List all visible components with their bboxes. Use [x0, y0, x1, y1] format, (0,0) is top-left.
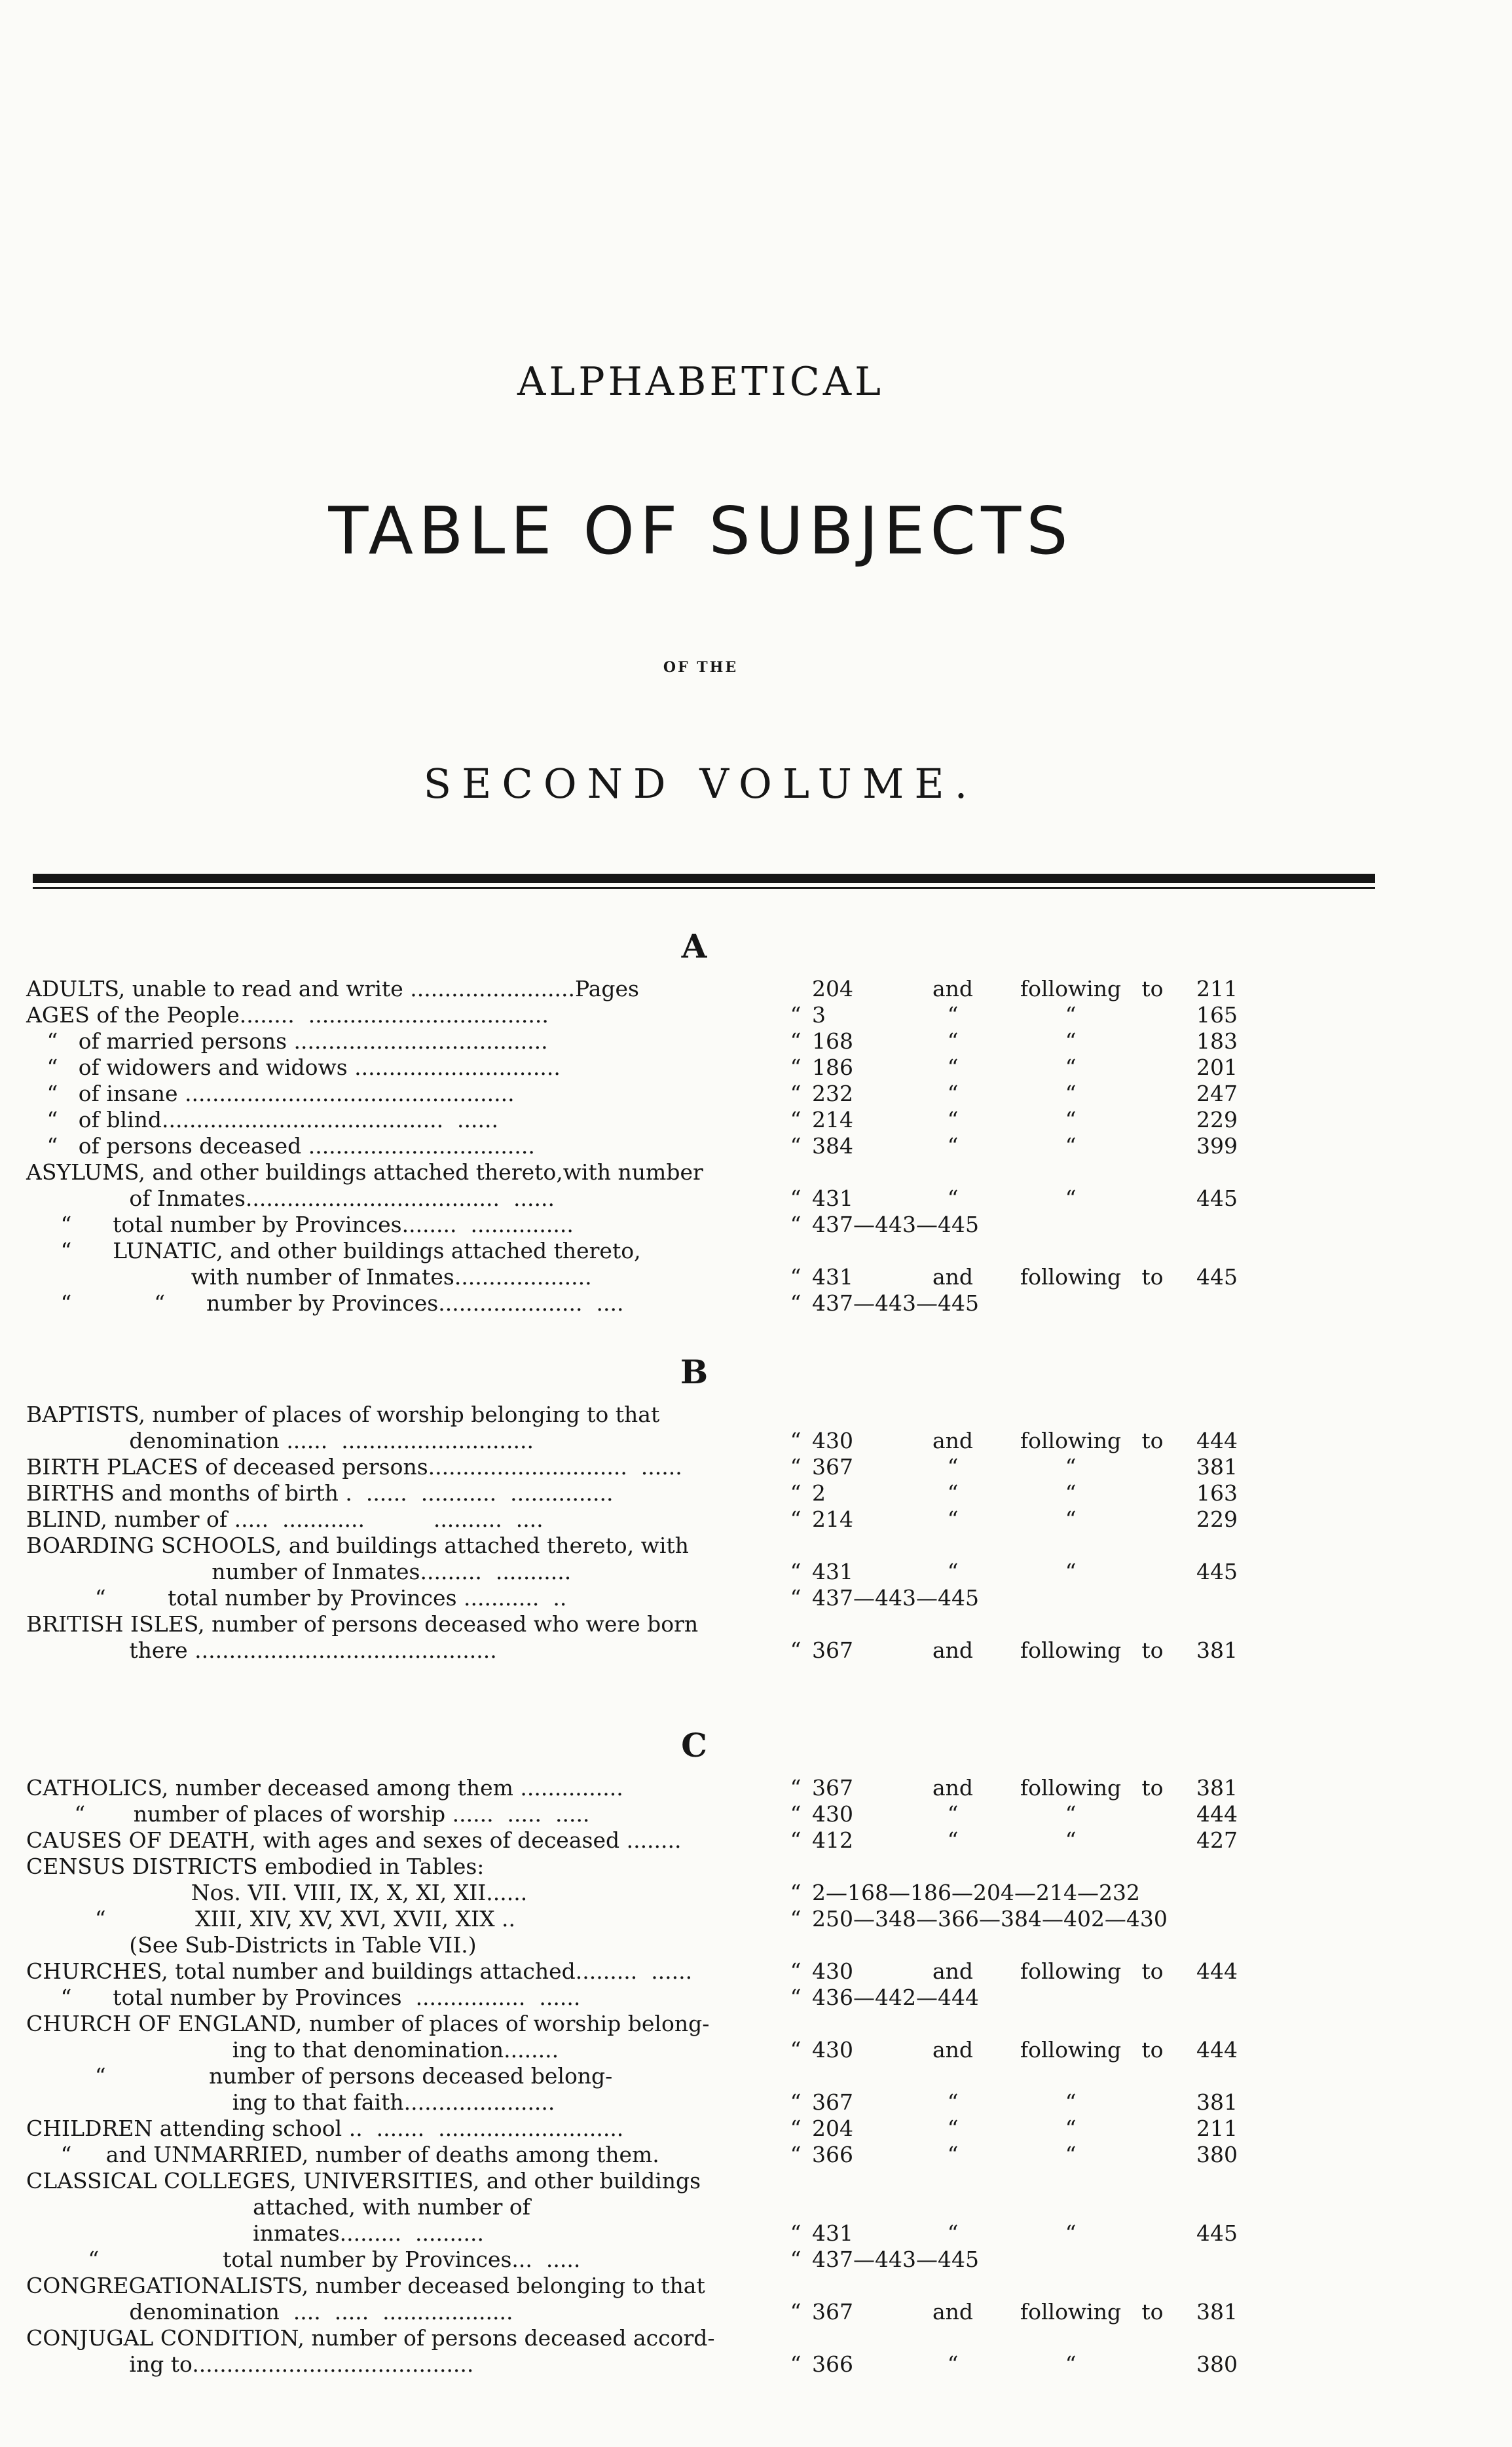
entry-subject: CHURCH OF ENGLAND, number of places of worship belong- ing to that denomination........ — [26, 2011, 710, 2063]
range-cell: “ — [1065, 1107, 1077, 1132]
entry-page: 214 — [812, 1506, 853, 1532]
index-entry — [26, 1238, 1310, 1290]
range-cell: 201 — [1196, 1055, 1238, 1080]
range-cell: and — [932, 1637, 974, 1663]
range-cell: to — [1141, 1264, 1164, 1290]
entry-subject: CHILDREN attending school .. ....... ........................... — [26, 2116, 624, 2141]
entry-subject: BIRTHS and months of birth . ...... ........... ............... — [26, 1480, 614, 1506]
range-cell: “ — [947, 1559, 959, 1584]
ditto-mark: “ — [790, 1028, 802, 1054]
range-cell: to — [1141, 976, 1164, 1001]
entry-page: 430 — [812, 2037, 853, 2063]
range-cell: to — [1141, 1637, 1164, 1663]
range-cell — [1133, 2116, 1172, 2142]
ditto-mark: “ — [790, 1081, 802, 1106]
range-cell: 381 — [1196, 1775, 1238, 1801]
range-cell: 165 — [1196, 1002, 1238, 1028]
range-cell: 399 — [1196, 1133, 1238, 1159]
range-cell: 380 — [1196, 2351, 1238, 2377]
range-cell: following — [1020, 976, 1122, 1001]
index-entry — [26, 2273, 1310, 2325]
entry-subject: CLASSICAL COLLEGES, UNIVERSITIES, and other buildings attached, with number of inmates......... .......... — [26, 2168, 701, 2246]
entry-page: 431 — [812, 1264, 853, 1290]
range-cell: and — [932, 1958, 974, 1984]
range-cell — [1133, 1480, 1172, 1506]
ditto-mark: “ — [790, 1637, 802, 1663]
entry-range — [897, 2220, 1238, 2247]
entry-range — [897, 1055, 1238, 1081]
ditto-mark: “ — [790, 1107, 802, 1132]
range-cell: 211 — [1196, 2116, 1238, 2141]
section-b — [26, 1343, 1310, 1664]
entry-subject: “ total number by Provinces ........... .. — [26, 1585, 567, 1611]
range-cell: 183 — [1196, 1028, 1238, 1054]
entry-subject: CENSUS DISTRICTS embodied in Tables: — [26, 1854, 485, 1879]
range-cell — [1133, 2089, 1172, 2116]
range-cell — [1133, 1055, 1172, 1081]
entry-range — [897, 1506, 1238, 1533]
range-cell: “ — [947, 1506, 959, 1532]
index-entry — [26, 1402, 1310, 1454]
entry-page: 431 — [812, 2220, 853, 2246]
ditto-mark: “ — [790, 1212, 802, 1237]
ditto-mark: “ — [790, 2089, 802, 2115]
ditto-mark: “ — [790, 1801, 802, 1827]
range-cell: “ — [1065, 1827, 1077, 1853]
index-entry — [26, 1055, 1310, 1081]
range-cell — [1133, 2351, 1172, 2378]
range-cell — [1133, 2220, 1172, 2247]
index-entry — [26, 1827, 1310, 1854]
range-cell: and — [932, 2037, 974, 2063]
range-cell: 381 — [1196, 1454, 1238, 1480]
entry-page: 204 — [812, 2116, 853, 2141]
range-cell: following — [1020, 2037, 1122, 2063]
index-entry — [26, 1133, 1310, 1159]
range-cell — [1133, 1081, 1172, 1107]
ditto-mark: “ — [790, 2037, 802, 2063]
index-entry — [26, 976, 1310, 1002]
ditto-mark: “ — [790, 1480, 802, 1506]
entry-range — [897, 1480, 1238, 1506]
range-cell — [1133, 1801, 1172, 1827]
range-cell: 445 — [1196, 1559, 1238, 1584]
index-entry — [26, 1932, 1310, 1958]
entry-subject: Nos. VII. VIII, IX, X, XI, XII...... — [26, 1880, 528, 1905]
entry-subject: “ of married persons ..................................... — [26, 1028, 548, 1054]
entry-range — [897, 1559, 1238, 1585]
entry-page: 431 — [812, 1186, 853, 1211]
entry-subject: CHURCHES, total number and buildings attached......... ...... — [26, 1958, 693, 1984]
index-entry — [26, 1107, 1310, 1133]
entry-page: 366 — [812, 2142, 853, 2167]
entry-range — [897, 976, 1238, 1002]
entry-page: 430 — [812, 1958, 853, 1984]
ditto-mark: “ — [790, 1506, 802, 1532]
section-c — [26, 1716, 1310, 2378]
section-letter: B — [680, 1353, 709, 1391]
ditto-mark: “ — [790, 1290, 802, 1316]
range-cell: 444 — [1196, 2037, 1238, 2063]
range-cell: “ — [1065, 1186, 1077, 1211]
range-cell: 211 — [1196, 976, 1238, 1001]
range-cell: “ — [947, 1055, 959, 1080]
range-cell — [1133, 1002, 1172, 1028]
entry-subject: ASYLUMS, and other buildings attached thereto,with number of Inmates..................................... ...... — [26, 1159, 703, 1211]
range-cell: to — [1141, 1428, 1164, 1453]
range-cell: “ — [947, 2089, 959, 2115]
range-cell — [1133, 1506, 1172, 1533]
title-of-the: OF THE — [663, 659, 739, 676]
range-cell — [1133, 1028, 1172, 1055]
section-a — [26, 917, 1310, 1317]
entry-range — [897, 1028, 1238, 1055]
range-cell: 444 — [1196, 1801, 1238, 1827]
range-cell: 445 — [1196, 2220, 1238, 2246]
entry-range — [897, 2351, 1238, 2378]
ditto-mark: “ — [790, 1775, 802, 1801]
range-cell: “ — [1065, 1028, 1077, 1054]
range-cell: 229 — [1196, 1506, 1238, 1532]
range-cell: 229 — [1196, 1107, 1238, 1132]
range-cell: and — [932, 2299, 974, 2325]
entry-subject: “ and UNMARRIED, number of deaths among them. — [26, 2142, 659, 2167]
ditto-mark: “ — [790, 2247, 802, 2272]
entry-range — [897, 2089, 1238, 2116]
entry-subject: “ number of places of worship ...... ..... ..... — [26, 1801, 590, 1827]
range-cell: “ — [1065, 1480, 1077, 1506]
range-cell: “ — [1065, 1081, 1077, 1106]
ditto-mark: “ — [790, 2220, 802, 2246]
entry-page: 436—442—444 — [812, 1985, 979, 2010]
range-cell — [1133, 1107, 1172, 1133]
index-entry — [26, 1611, 1310, 1664]
index-entry — [26, 2247, 1310, 2273]
entry-page: 168 — [812, 1028, 853, 1054]
entry-range — [897, 2299, 1238, 2325]
entry-page: 431 — [812, 1559, 853, 1584]
section-letter: A — [681, 927, 707, 965]
entry-page: 367 — [812, 1637, 853, 1663]
range-cell: and — [932, 1264, 974, 1290]
range-cell: 445 — [1196, 1264, 1238, 1290]
range-cell: “ — [1065, 2089, 1077, 2115]
range-cell: “ — [1065, 2351, 1077, 2377]
range-cell: following — [1020, 1428, 1122, 1453]
entry-range — [897, 1107, 1238, 1133]
section-letter: C — [681, 1726, 707, 1765]
entry-page: 186 — [812, 1055, 853, 1080]
range-cell: “ — [947, 1002, 959, 1028]
range-cell: 163 — [1196, 1480, 1238, 1506]
range-cell: 381 — [1196, 1637, 1238, 1663]
index-entry — [26, 1454, 1310, 1480]
range-cell: and — [932, 1428, 974, 1453]
entry-subject: (See Sub-Districts in Table VII.) — [26, 1932, 477, 1958]
range-cell: 381 — [1196, 2089, 1238, 2115]
range-cell: and — [932, 1775, 974, 1801]
index-entry — [26, 1585, 1310, 1611]
range-cell — [1133, 1827, 1172, 1854]
ditto-mark: “ — [790, 1906, 802, 1932]
entry-subject: BAPTISTS, number of places of worship belonging to that denomination ...... ............................ — [26, 1402, 660, 1453]
index-entry — [26, 1906, 1310, 1932]
range-cell: to — [1141, 2037, 1164, 2063]
entry-range — [897, 1637, 1238, 1664]
index-entry — [26, 2063, 1310, 2116]
range-cell: 247 — [1196, 1081, 1238, 1106]
entry-range — [897, 1264, 1238, 1290]
title-table-of-subjects: TABLE OF SUBJECTS — [328, 493, 1073, 569]
entry-subject: “ “ number by Provinces..................... .... — [26, 1290, 624, 1316]
range-cell — [1133, 1454, 1172, 1480]
index-entry — [26, 2168, 1310, 2247]
entry-page: 412 — [812, 1827, 853, 1853]
range-cell: “ — [947, 1454, 959, 1480]
range-cell: following — [1020, 1958, 1122, 1984]
entry-page: 367 — [812, 2089, 853, 2115]
entry-range — [897, 1775, 1238, 1801]
range-cell: to — [1141, 1958, 1164, 1984]
ditto-mark: “ — [790, 1133, 802, 1159]
index-entry — [26, 1775, 1310, 1801]
range-cell: following — [1020, 1775, 1122, 1801]
divider-rule — [33, 874, 1375, 883]
index-entry — [26, 2116, 1310, 2142]
range-cell: 380 — [1196, 2142, 1238, 2167]
range-cell: and — [932, 976, 974, 1001]
ditto-mark: “ — [790, 1880, 802, 1905]
range-cell: “ — [947, 1028, 959, 1054]
range-cell: “ — [1065, 1801, 1077, 1827]
entry-page: 2 — [812, 1480, 826, 1506]
index-entry — [26, 1801, 1310, 1827]
index-entry — [26, 1290, 1310, 1317]
entry-subject: “ number of persons deceased belong- ing to that faith...................... — [26, 2063, 613, 2115]
entry-page: 2—168—186—204—214—232 — [812, 1880, 1140, 1905]
entry-subject: BOARDING SCHOOLS, and buildings attached thereto, with number of Inmates......... ........... — [26, 1533, 689, 1584]
entry-page: 384 — [812, 1133, 853, 1159]
entry-subject: “ total number by Provinces... ..... — [26, 2247, 581, 2272]
entry-range — [897, 1081, 1238, 1107]
entry-subject: “ total number by Provinces........ ............... — [26, 1212, 574, 1237]
range-cell: “ — [947, 1186, 959, 1211]
range-cell — [1133, 1186, 1172, 1212]
entry-page: 204 — [812, 976, 853, 1001]
entry-range — [897, 1958, 1238, 1985]
entry-range — [897, 2116, 1238, 2142]
range-cell — [1133, 1133, 1172, 1159]
range-cell: to — [1141, 1775, 1164, 1801]
index-entry — [26, 1002, 1310, 1028]
entry-range — [897, 1801, 1238, 1827]
range-cell: “ — [947, 1827, 959, 1853]
ditto-mark: “ — [790, 1958, 802, 1984]
range-cell: following — [1020, 1637, 1122, 1663]
entry-range — [897, 1827, 1238, 1854]
range-cell: “ — [1065, 2220, 1077, 2246]
ditto-mark: “ — [790, 1585, 802, 1611]
index-entry — [26, 2325, 1310, 2378]
range-cell: “ — [947, 2142, 959, 2167]
entry-page: 367 — [812, 1775, 853, 1801]
range-cell: “ — [947, 1107, 959, 1132]
index-entry — [26, 2142, 1310, 2168]
entry-range — [897, 2037, 1238, 2063]
entry-subject: “ of blind......................................... ...... — [26, 1107, 498, 1132]
entry-page: 430 — [812, 1801, 853, 1827]
index-entry — [26, 1854, 1310, 1880]
range-cell: “ — [947, 2351, 959, 2377]
range-cell: “ — [1065, 1055, 1077, 1080]
index-entry — [26, 1081, 1310, 1107]
entry-page: 437—443—445 — [812, 2247, 979, 2272]
index-entry — [26, 1212, 1310, 1238]
ditto-mark: “ — [790, 1428, 802, 1453]
entry-range — [897, 1002, 1238, 1028]
range-cell: “ — [1065, 2142, 1077, 2167]
ditto-mark: “ — [790, 1186, 802, 1211]
ditto-mark: “ — [790, 1454, 802, 1480]
entry-subject: CONJUGAL CONDITION, number of persons deceased accord- ing to......................................... — [26, 2325, 715, 2377]
index-entry — [26, 1159, 1310, 1212]
range-cell: 445 — [1196, 1186, 1238, 1211]
range-cell: “ — [947, 1133, 959, 1159]
range-cell: “ — [947, 2116, 959, 2141]
entry-range — [897, 1454, 1238, 1480]
range-cell — [1133, 2142, 1172, 2168]
entry-page: 367 — [812, 2299, 853, 2325]
entry-subject: BRITISH ISLES, number of persons deceased who were born there ............................................ — [26, 1611, 699, 1663]
range-cell: 427 — [1196, 1827, 1238, 1853]
range-cell: 444 — [1196, 1428, 1238, 1453]
ditto-mark: “ — [790, 2116, 802, 2141]
entry-page: 3 — [812, 1002, 826, 1028]
entry-page: 214 — [812, 1107, 853, 1132]
entry-subject: “ LUNATIC, and other buildings attached thereto, with number of Inmates.................... — [26, 1238, 641, 1290]
index-entry — [26, 1533, 1310, 1585]
ditto-mark: “ — [790, 1827, 802, 1853]
range-cell: “ — [1065, 1559, 1077, 1584]
range-cell: “ — [1065, 1002, 1077, 1028]
entry-page: 437—443—445 — [812, 1290, 979, 1316]
title-alphabetical: ALPHABETICAL — [517, 359, 884, 405]
range-cell: following — [1020, 1264, 1122, 1290]
ditto-mark: “ — [790, 2299, 802, 2325]
index-entry — [26, 1958, 1310, 1985]
title-second-volume: SECOND VOLUME. — [423, 760, 978, 808]
entry-page: 232 — [812, 1081, 853, 1106]
entry-subject: “ of widowers and widows .............................. — [26, 1055, 561, 1080]
entry-subject: AGES of the People........ ................................... — [26, 1002, 549, 1028]
range-cell: “ — [947, 1480, 959, 1506]
entry-range — [897, 1428, 1238, 1454]
range-cell: “ — [1065, 1454, 1077, 1480]
range-cell: “ — [1065, 1506, 1077, 1532]
entry-subject: BIRTH PLACES of deceased persons............................. ...... — [26, 1454, 682, 1480]
entry-range — [897, 1186, 1238, 1212]
entry-subject: ADULTS, unable to read and write ........................Pages — [26, 976, 639, 1001]
index-entry — [26, 1506, 1310, 1533]
range-cell: “ — [947, 2220, 959, 2246]
entry-subject: “ XIII, XIV, XV, XVI, XVII, XIX .. — [26, 1906, 516, 1932]
entry-page: 437—443—445 — [812, 1212, 979, 1237]
range-cell: “ — [1065, 1133, 1077, 1159]
index-entry — [26, 1985, 1310, 2011]
range-cell: 444 — [1196, 1958, 1238, 1984]
ditto-mark: “ — [790, 2142, 802, 2167]
range-cell: “ — [1065, 2116, 1077, 2141]
entry-subject: CATHOLICS, number deceased among them ............... — [26, 1775, 623, 1801]
entry-page: 437—443—445 — [812, 1585, 979, 1611]
divider-rule-thin — [33, 887, 1375, 889]
range-cell: 381 — [1196, 2299, 1238, 2325]
entry-subject: CAUSES OF DEATH, with ages and sexes of deceased ........ — [26, 1827, 682, 1853]
entry-subject: “ of insane ................................................ — [26, 1081, 515, 1106]
entry-subject: CONGREGATIONALISTS, number deceased belonging to that denomination .... ..... ................... — [26, 2273, 705, 2325]
entry-page: 366 — [812, 2351, 853, 2377]
ditto-mark: “ — [790, 1002, 802, 1028]
index-entry — [26, 2011, 1310, 2063]
range-cell: to — [1141, 2299, 1164, 2325]
entry-page: 367 — [812, 1454, 853, 1480]
entry-range — [897, 1133, 1238, 1159]
ditto-mark: “ — [790, 2351, 802, 2377]
entry-range — [897, 2142, 1238, 2168]
ditto-mark: “ — [790, 1055, 802, 1080]
index-entry — [26, 1028, 1310, 1055]
range-cell: “ — [947, 1801, 959, 1827]
entry-subject: “ of persons deceased ................................. — [26, 1133, 535, 1159]
entry-subject: BLIND, number of ..... ............ .......... .... — [26, 1506, 544, 1532]
index-entry — [26, 1880, 1310, 1906]
entry-page: 430 — [812, 1428, 853, 1453]
ditto-mark: “ — [790, 1559, 802, 1584]
range-cell: following — [1020, 2299, 1122, 2325]
ditto-mark: “ — [790, 1264, 802, 1290]
index-entry — [26, 1480, 1310, 1506]
range-cell: “ — [947, 1081, 959, 1106]
ditto-mark: “ — [790, 1985, 802, 2010]
entry-page: 250—348—366—384—402—430 — [812, 1906, 1168, 1932]
range-cell — [1133, 1559, 1172, 1585]
entry-subject: “ total number by Provinces ................ ...... — [26, 1985, 581, 2010]
